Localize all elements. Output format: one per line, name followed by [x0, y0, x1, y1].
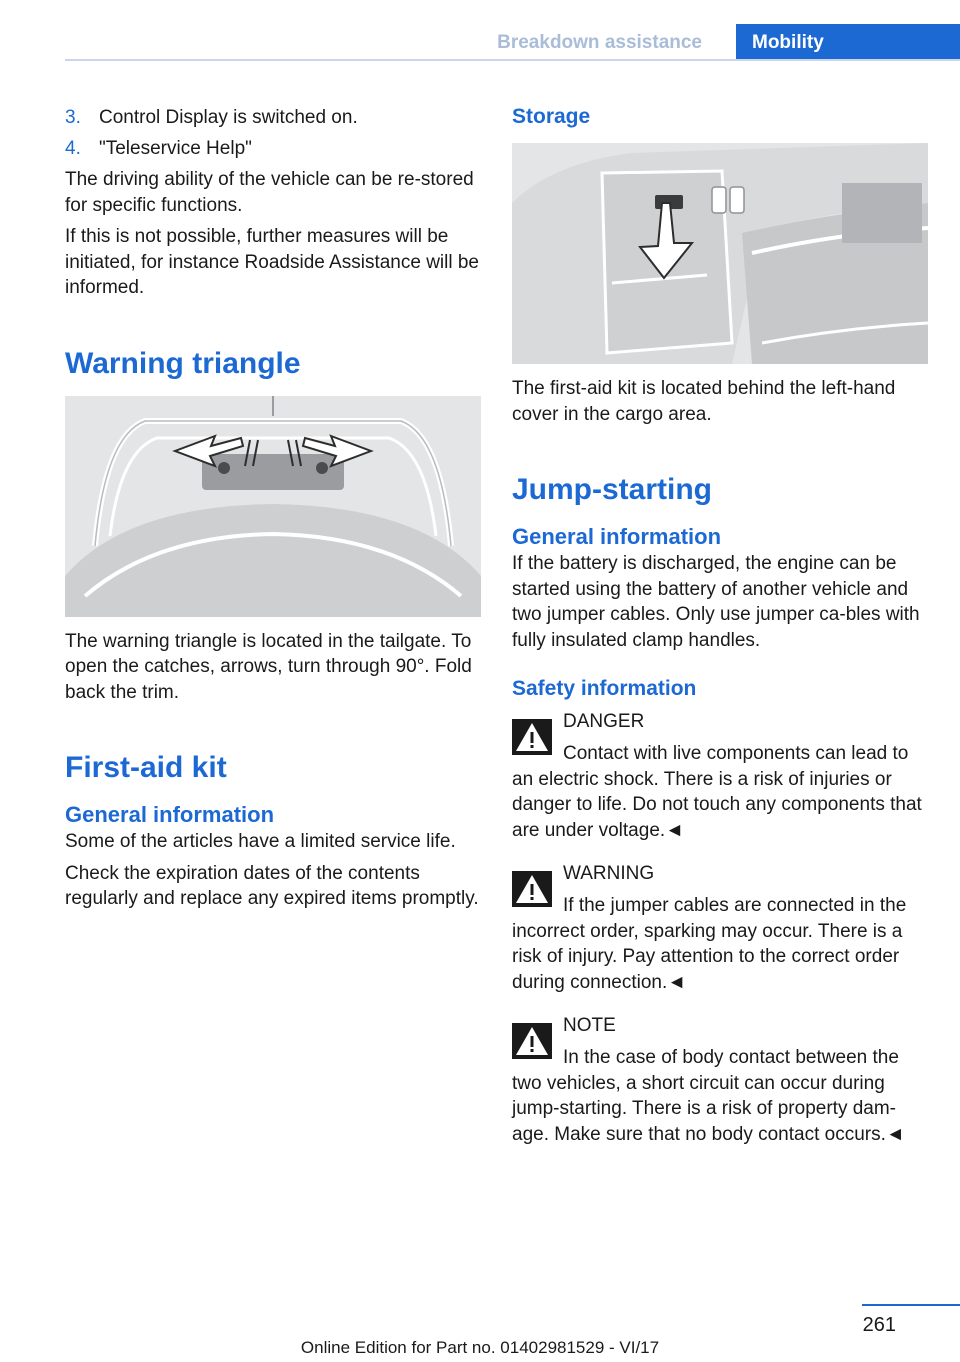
first-aid-kit-storage-illustration — [512, 143, 928, 364]
header-rule — [65, 59, 960, 61]
paragraph: The driving ability of the vehicle can be re-stored for specific functions. — [65, 169, 474, 216]
right-column — [512, 100, 928, 1147]
warning-triangle-icon — [512, 1023, 552, 1059]
step-number: 4. — [65, 137, 81, 159]
danger-notice — [512, 709, 928, 843]
header-chapter-tab: Mobility — [736, 24, 960, 61]
subsection-title-general-information: General information — [512, 524, 722, 549]
footer-rule — [862, 1304, 960, 1306]
notice-label: NOTE — [563, 1015, 616, 1036]
notice-text: If the jumper cables are connected in the incorrect order, sparking may occur. There is a risk of injury. Pay attention to the correct order during connection.◄ — [512, 895, 907, 993]
subsection-title-storage: Storage — [512, 105, 591, 128]
step-text: Control Display is switched on. — [99, 107, 358, 128]
notice-text: In the case of body contact between the two vehicles, a short circuit can occur during jump-starting. There is a risk of property dam-age. Make sure that no body contact occurs.◄ — [512, 1047, 905, 1145]
notice-label: WARNING — [563, 863, 655, 884]
step-text: "Teleservice Help" — [99, 137, 252, 159]
subsection-title-general-information: General information — [65, 802, 275, 827]
note-notice — [512, 1013, 928, 1147]
paragraph: The first-aid kit is located behind the left-hand cover in the cargo area. — [512, 378, 896, 425]
list-item — [65, 105, 481, 131]
edition-line: Online Edition for Part no. 01402981529 - VI/17 — [300, 1338, 660, 1357]
section-title-warning-triangle: Warning triangle — [65, 346, 301, 380]
warning-triangle-illustration — [65, 396, 481, 617]
warning-triangle-icon — [512, 871, 552, 907]
subsection-title-safety-information: Safety information — [512, 677, 697, 700]
paragraph: The warning triangle is located in the tailgate. To open the catches, arrows, turn through 90°. Fold back the trim. — [65, 630, 472, 703]
paragraph: If this is not possible, further measures will be initiated, for instance Roadside Assistance will be informed. — [65, 226, 480, 298]
warning-notice — [512, 861, 928, 995]
section-title-jump-starting: Jump-starting — [512, 473, 713, 506]
section-title-first-aid-kit: First-aid kit — [65, 751, 227, 784]
left-column — [65, 100, 481, 912]
page-header — [65, 24, 960, 61]
warning-triangle-icon — [512, 719, 552, 755]
list-item — [65, 136, 481, 162]
paragraph: Some of the articles have a limited service life. — [65, 831, 456, 852]
step-number: 3. — [65, 107, 81, 128]
notice-label: DANGER — [563, 711, 645, 732]
paragraph: If the battery is discharged, the engine can be started using the battery of another vehicle and two jumper cables. Only use jumper ca-bles with fully insulated clamp handles. — [512, 553, 920, 651]
notice-text: Contact with live components can lead to an electric shock. There is a risk of injuries or danger to life. Do not touch any components that are under voltage.◄ — [512, 743, 922, 841]
header-section-title: Breakdown assistance — [497, 32, 702, 53]
page-number: 261 — [862, 1314, 896, 1336]
paragraph: Check the expiration dates of the contents regularly and replace any expired items promptly. — [65, 862, 479, 909]
